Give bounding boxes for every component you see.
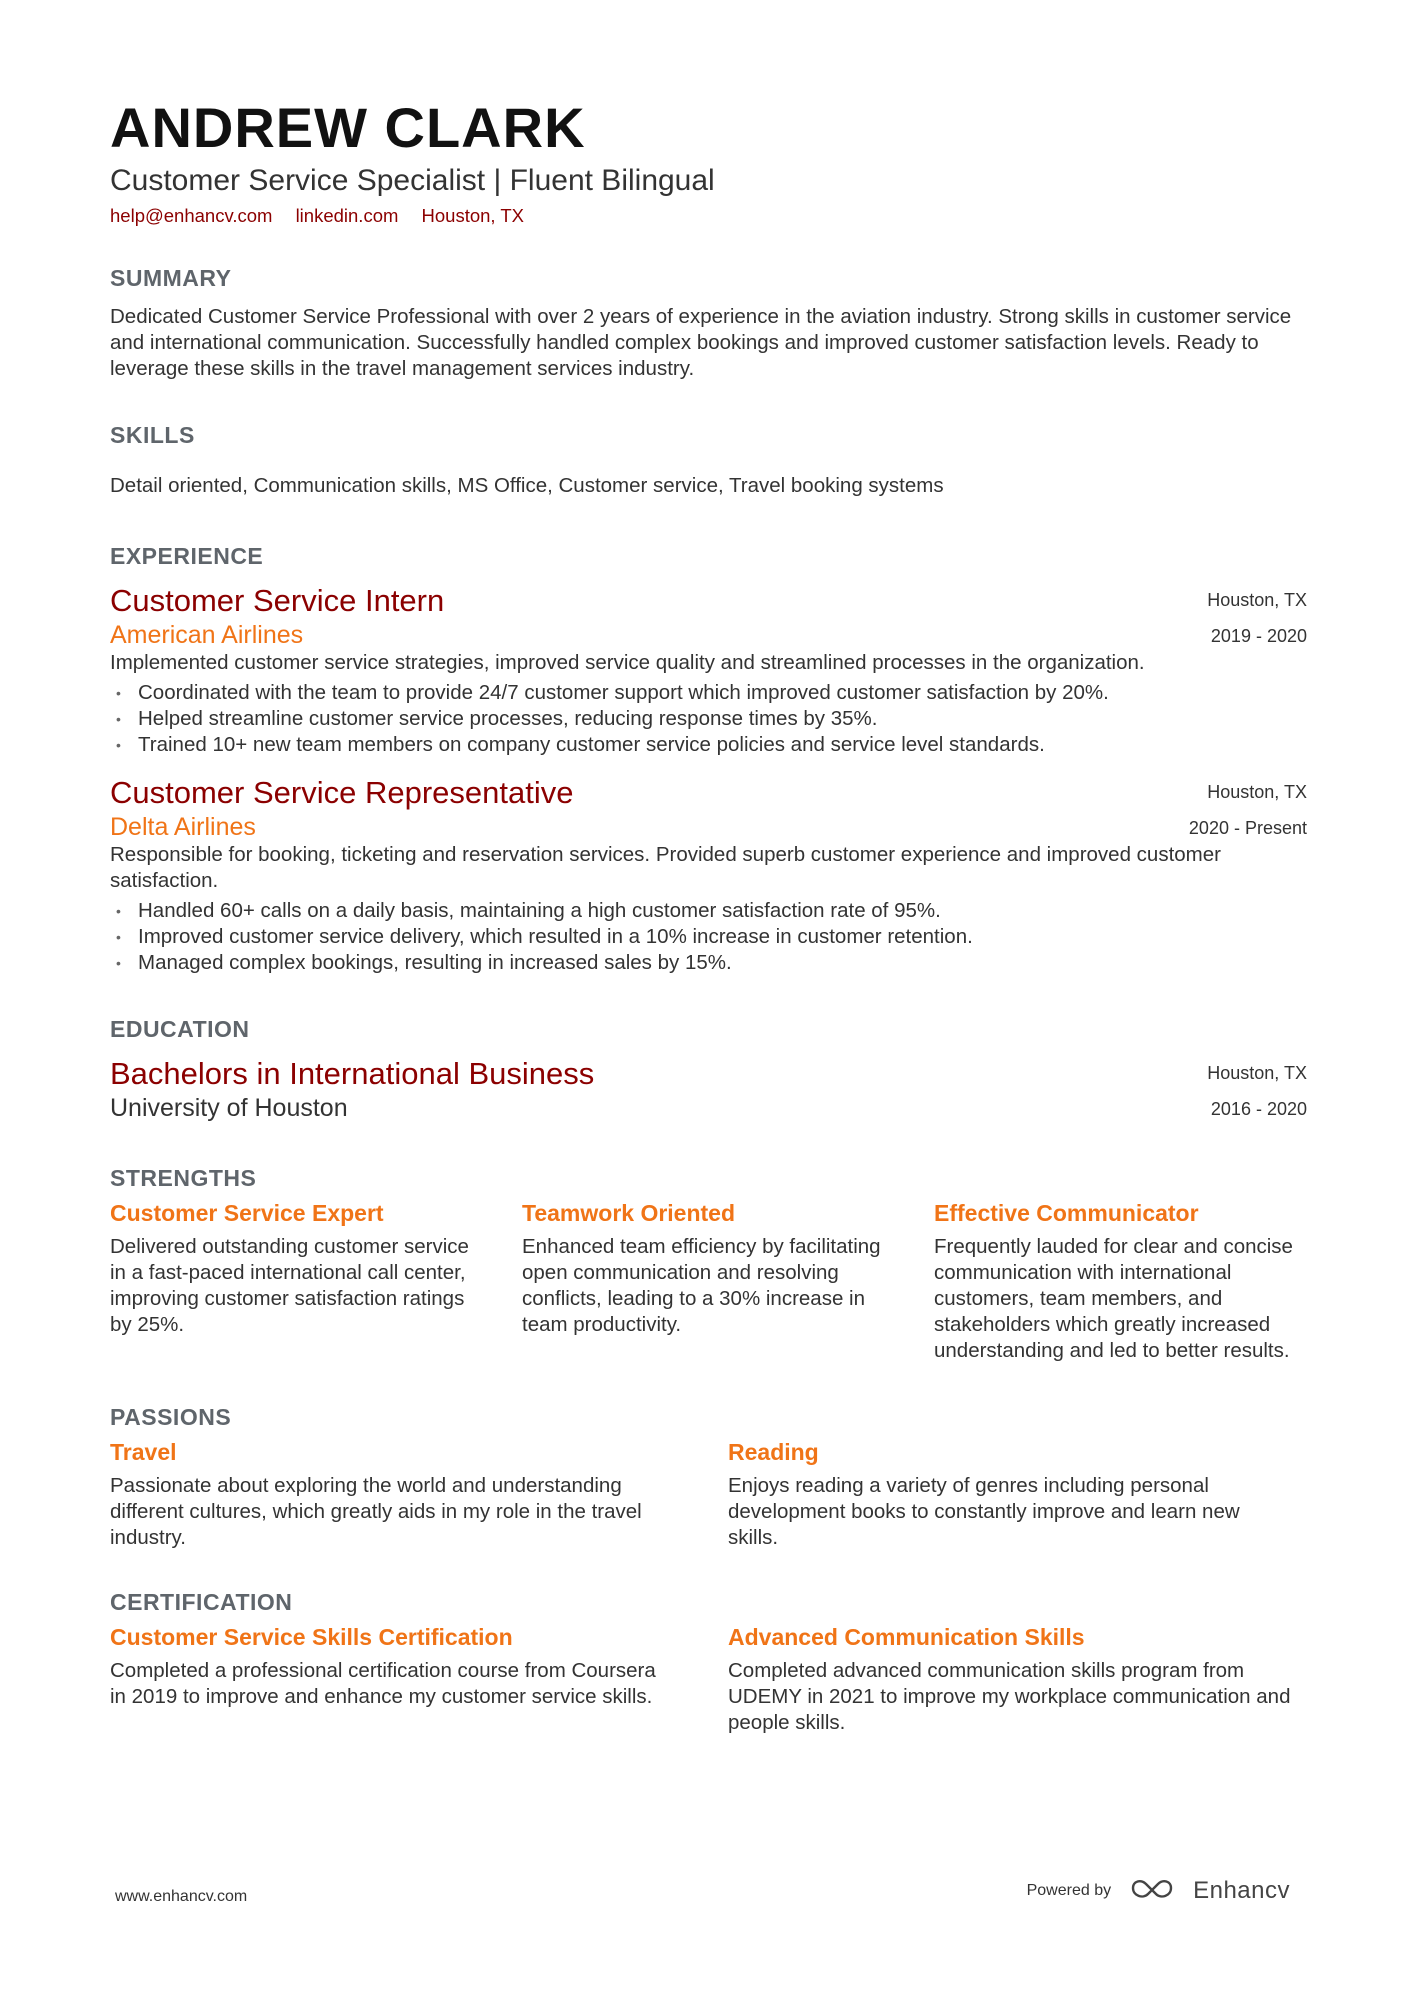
education-entry [110, 1055, 1307, 1123]
education-section [110, 1016, 1307, 1123]
job-bullets [110, 898, 1307, 976]
candidate-title: Customer Service Specialist | Fluent Bilingual [110, 164, 715, 197]
job-description: Implemented customer service strategies, improved service quality and streamlined processes in the organization. [110, 651, 1145, 674]
passion-text: Passionate about exploring the world and understanding different cultures, which greatly aids in my role in the travel industry. [110, 1474, 642, 1549]
school-name: University of Houston [110, 1094, 348, 1122]
list-item: • Handled 60+ calls on a daily basis, maintaining a high customer satisfaction rate of 95%. [110, 898, 1307, 924]
list-item: • Trained 10+ new team members on company customer service policies and service level standards. [110, 732, 1307, 758]
passion-text: Enjoys reading a variety of genres including personal development books to constantly improve and learn new skills. [728, 1474, 1240, 1549]
certification-text: Completed advanced communication skills program from UDEMY in 2021 to improve my workplace communication and people skills. [728, 1659, 1291, 1734]
passions-grid [110, 1437, 1307, 1551]
strength-title: Customer Service Expert [110, 1200, 384, 1226]
skills-section [110, 422, 1307, 499]
email-link[interactable]: help@enhancv.com [110, 205, 273, 226]
certification-title: Advanced Communication Skills [728, 1624, 1085, 1650]
job-dates: 2019 - 2020 [1210, 626, 1307, 646]
education-meta [1207, 1055, 1307, 1127]
strength-text: Frequently lauded for clear and concise communication with international customers, team members, and stakeholders which greatly increased understanding and led to better results. [934, 1235, 1293, 1362]
summary-section [110, 265, 1307, 382]
strength-text: Enhanced team efficiency by facilitating open communication and resolving conflicts, leading to a 30% increase in team productivity. [522, 1235, 881, 1336]
passions-heading: PASSIONS [110, 1404, 232, 1430]
strengths-grid [110, 1198, 1307, 1364]
experience-heading: EXPERIENCE [110, 543, 264, 569]
list-item: • Managed complex bookings, resulting in increased sales by 15%. [110, 950, 1307, 976]
powered-by-text: Powered by [1026, 1881, 1112, 1899]
contact-info [110, 205, 1307, 227]
passion-item [728, 1437, 1294, 1551]
certification-item [110, 1622, 676, 1736]
job-entry [110, 774, 1307, 976]
location-text: Houston, TX [421, 205, 525, 226]
job-title: Customer Service Intern [110, 583, 445, 618]
certification-heading: CERTIFICATION [110, 1589, 293, 1615]
strengths-heading: STRENGTHS [110, 1165, 257, 1191]
job-dates: 2020 - Present [1188, 818, 1307, 838]
strength-item [522, 1198, 882, 1364]
strength-item [934, 1198, 1294, 1364]
job-meta [1189, 774, 1307, 846]
certification-grid [110, 1622, 1307, 1736]
list-item: • Helped streamline customer service processes, reducing response times by 35%. [110, 706, 1307, 732]
passion-title: Reading [728, 1439, 819, 1465]
degree-title: Bachelors in International Business [110, 1056, 595, 1091]
job-entry [110, 582, 1307, 758]
job-title: Customer Service Representative [110, 775, 574, 810]
summary-text: Dedicated Customer Service Professional with over 2 years of experience in the aviation industry. Strong skills in customer service and international communication. Successfully handled complex bookings and improved customer satisfaction levels. Ready to leverage these skills in the travel management services industry. [110, 305, 1292, 380]
job-location: Houston, TX [1207, 782, 1307, 802]
linkedin-link[interactable]: linkedin.com [295, 205, 399, 226]
strengths-section [110, 1165, 1307, 1364]
job-location: Houston, TX [1207, 590, 1307, 610]
job-company: Delta Airlines [110, 813, 256, 841]
strength-title: Effective Communicator [934, 1200, 1199, 1226]
education-dates: 2016 - 2020 [1210, 1099, 1307, 1119]
passions-section [110, 1404, 1307, 1551]
certification-title: Customer Service Skills Certification [110, 1624, 513, 1650]
list-item: • Coordinated with the team to provide 24/7 customer support which improved customer satisfaction by 20%. [110, 680, 1307, 706]
experience-section [110, 543, 1307, 976]
summary-heading: SUMMARY [110, 265, 232, 291]
skills-text: Detail oriented, Communication skills, MS Office, Customer service, Travel booking systems [110, 474, 944, 497]
brand-name: Enhancv [1193, 1876, 1290, 1904]
list-item: • Improved customer service delivery, which resulted in a 10% increase in customer retention. [110, 924, 1307, 950]
footer-branding [1027, 1875, 1290, 1906]
certification-text: Completed a professional certification course from Coursera in 2019 to improve and enhance my customer service skills. [110, 1659, 656, 1708]
strength-text: Delivered outstanding customer service in a fast-paced international call center, improving customer satisfaction ratings by 25%. [110, 1235, 469, 1336]
candidate-name: ANDREW CLARK [110, 96, 586, 159]
passion-item [110, 1437, 676, 1551]
job-meta [1207, 582, 1307, 654]
enhancv-logo-icon [1129, 1875, 1175, 1906]
certification-section [110, 1589, 1307, 1736]
resume-page [110, 95, 1307, 1736]
strength-item [110, 1198, 470, 1364]
passion-title: Travel [110, 1439, 177, 1465]
education-location: Houston, TX [1207, 1063, 1307, 1083]
skills-heading: SKILLS [110, 422, 195, 448]
job-company: American Airlines [110, 621, 304, 649]
strength-title: Teamwork Oriented [522, 1200, 736, 1226]
certification-item [728, 1622, 1294, 1736]
job-bullets [110, 680, 1307, 758]
footer-website[interactable]: www.enhancv.com [115, 1888, 248, 1905]
job-description: Responsible for booking, ticketing and reservation services. Provided superb customer experience and improved customer satisfaction. [110, 843, 1221, 892]
education-heading: EDUCATION [110, 1016, 250, 1042]
